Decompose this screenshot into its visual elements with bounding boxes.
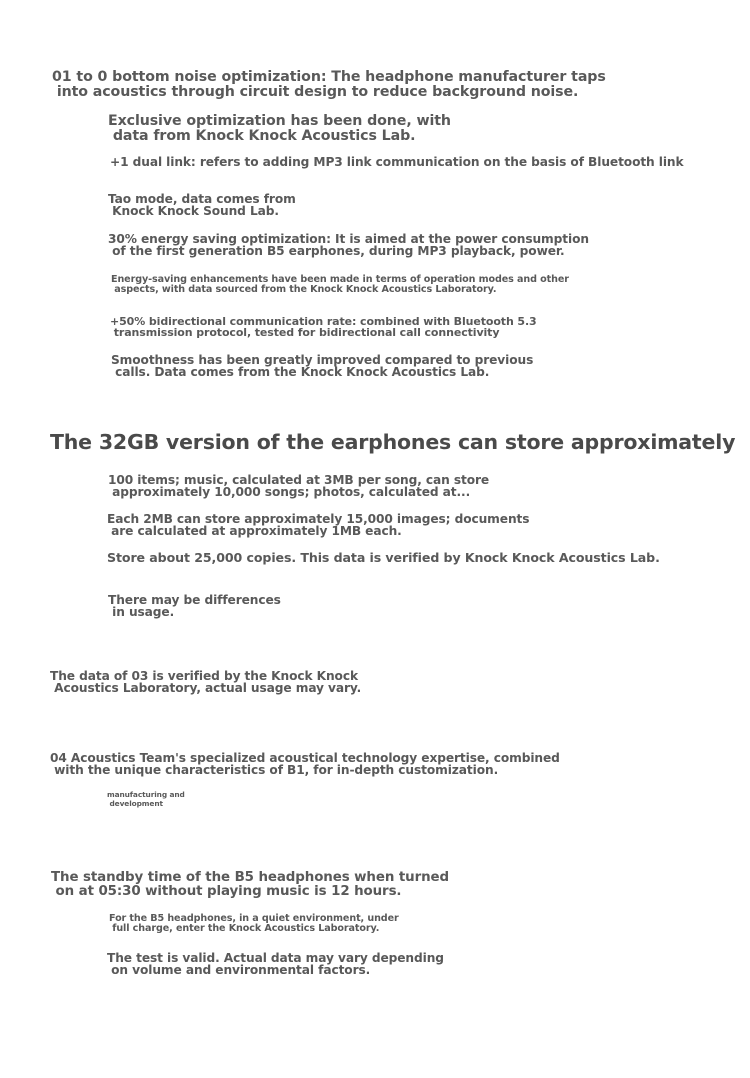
bidirectional-rate-text: +50% bidirectional communication rate: combined with Bluetooth 5.3 transmission protocol, tested for bidirectional call connectivity bbox=[110, 315, 537, 339]
verification-heading: The data of 03 is verified by the Knock Knock Acoustics Laboratory, actual usage may vary. bbox=[50, 669, 362, 695]
noise-optimization-heading: 01 to 0 bottom noise optimization: The headphone manufacturer taps into acoustics through circuit design to reduce background noise. bbox=[52, 69, 606, 100]
image-storage-text: Each 2MB can store approximately 15,000 images; documents are calculated at approximately 1MB each. bbox=[107, 512, 530, 538]
music-storage-text: 100 items; music, calculated at 3MB per song, can store approximately 10,000 songs; photos, calculated at... bbox=[108, 473, 490, 499]
standby-time-heading: The standby time of the B5 headphones when turned on at 05:30 without playing music is 12 hours. bbox=[51, 870, 449, 899]
tao-mode-text: Tao mode, data comes from Knock Knock Sound Lab. bbox=[108, 192, 296, 218]
storage-heading: The 32GB version of the earphones can store approximately bbox=[50, 430, 736, 454]
dual-link-text: +1 dual link: refers to adding MP3 link communication on the basis of Bluetooth link bbox=[110, 155, 684, 169]
acoustics-team-heading: 04 Acoustics Team's specialized acoustical technology expertise, combined with the unique characteristics of B1, for in-depth customization. bbox=[50, 751, 560, 777]
exclusive-optimization-text: Exclusive optimization has been done, with data from Knock Knock Acoustics Lab. bbox=[108, 113, 451, 144]
usage-difference-text: There may be differences in usage. bbox=[108, 593, 281, 619]
energy-saving-text: 30% energy saving optimization: It is aimed at the power consumption of the first generation B5 earphones, during MP3 playback, power. bbox=[108, 232, 589, 258]
test-valid-text: The test is valid. Actual data may vary depending on volume and environmental factors. bbox=[107, 951, 444, 977]
smoothness-text: Smoothness has been greatly improved compared to previous calls. Data comes from the Knock Knock Acoustics Lab. bbox=[111, 353, 534, 379]
quiet-environment-text: For the B5 headphones, in a quiet environment, under full charge, enter the Knock Acoustics Laboratory. bbox=[109, 913, 399, 934]
manufacturing-text: manufacturing and development bbox=[107, 790, 185, 808]
document-storage-text: Store about 25,000 copies. This data is verified by Knock Knock Acoustics Lab. bbox=[107, 550, 660, 565]
energy-enhancements-text: Energy-saving enhancements have been made in terms of operation modes and other aspects, with data sourced from the Knock Knock Acoustics Laboratory. bbox=[111, 274, 569, 295]
